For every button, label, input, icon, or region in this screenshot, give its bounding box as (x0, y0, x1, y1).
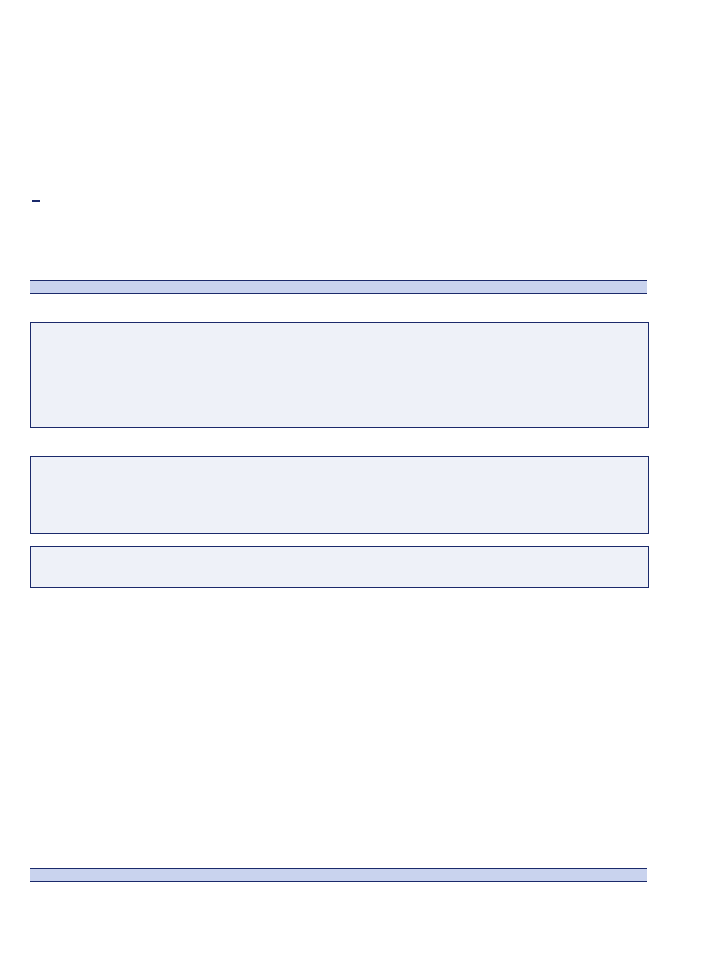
boats-label-row (32, 534, 672, 546)
table6-title (30, 868, 647, 882)
cars-grid (30, 456, 649, 534)
residence-grid (30, 322, 649, 428)
section-e-title (32, 200, 40, 202)
table5-title (30, 280, 647, 294)
boats-grid (30, 546, 649, 588)
p1-line2-row (32, 307, 672, 319)
